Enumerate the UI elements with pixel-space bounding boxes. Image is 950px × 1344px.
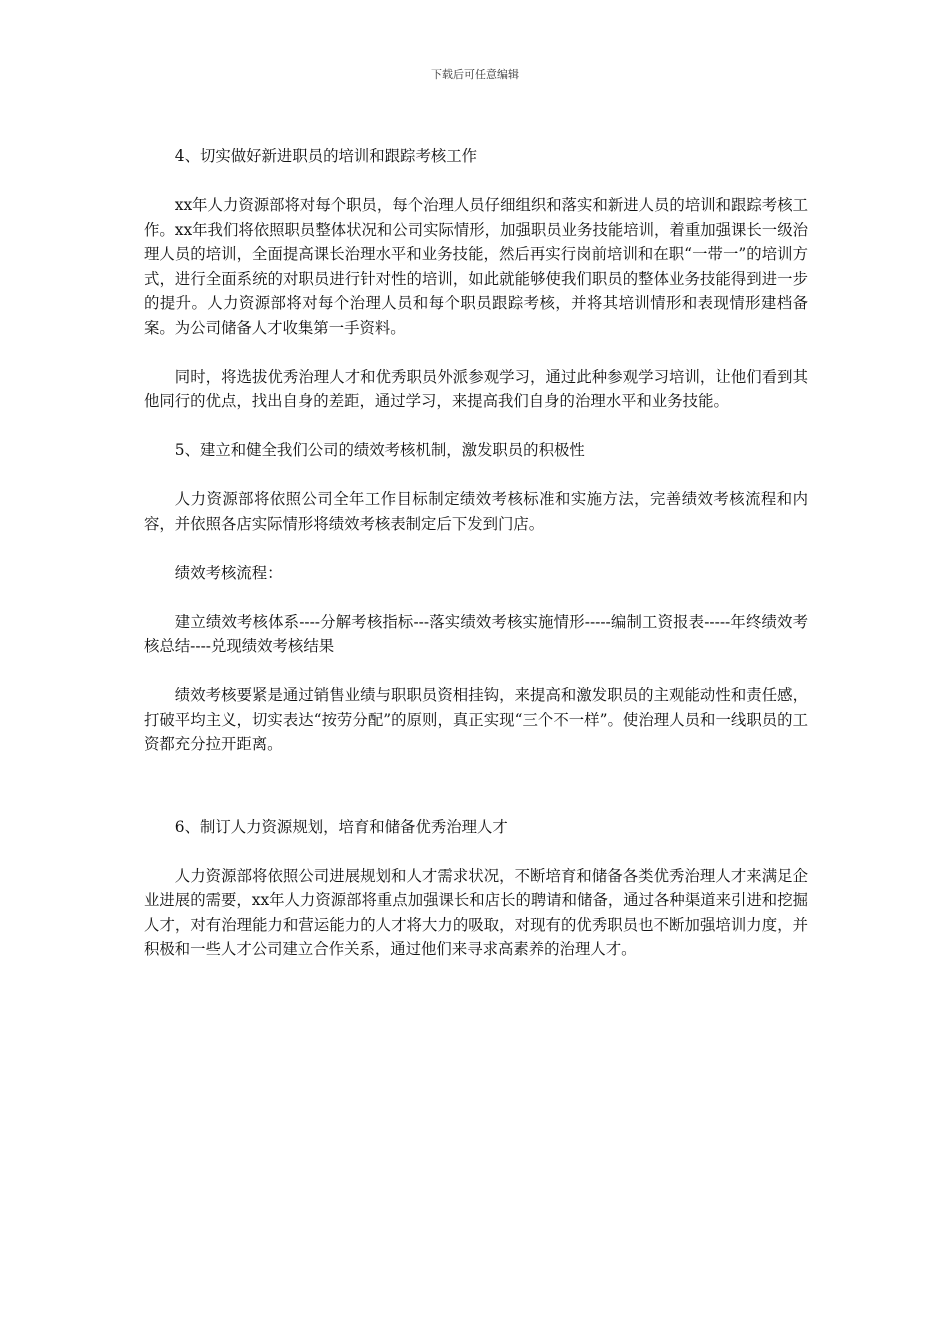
section-4-paragraph-1: xx年人力资源部将对每个职员，每个治理人员仔细组织和落实和新进人员的培训和跟踪考核工作。xx年我们将依照职员整体状况和公司实际情形，加强职员业务技能培训，着重加强课长一级治理人员的培训，全面提高课长治理水平和业务技能，然后再实行岗前培训和在职“一带一”的培训方式，进行全面系统的对职员进行针对性的培训，如此就能够使我们职员的整体业务技能得到进一步的提升。人力资源部将对每个治理人员和每个职员跟踪考核，并将其培训情形和表现情形建档备案。为公司储备人才收集第一手资料。 <box>144 196 808 337</box>
section-5-heading: 5、建立和健全我们公司的绩效考核机制，激发职员的积极性 <box>174 441 585 459</box>
document-body <box>144 144 808 962</box>
section-5-paragraph-1: 人力资源部将依照公司全年工作目标制定绩效考核标准和实施方法，完善绩效考核流程和内容，并依照各店实际情形将绩效考核表制定后下发到门店。 <box>144 490 808 533</box>
section-4-heading: 4、切实做好新进职员的培训和跟踪考核工作 <box>174 147 478 165</box>
section-6-heading: 6、制订人力资源规划，培育和储备优秀治理人才 <box>174 817 508 836</box>
section-5-paragraph-4: 绩效考核要紧是通过销售业绩与职职员资相挂钩，来提高和激发职员的主观能动性和责任感，打破平均主义，切实表达“按劳分配”的原则，真正实现“三个不一样”。使治理人员和一线职员的工资都充分拉开距离。 <box>144 686 808 753</box>
section-6-paragraph-1: 人力资源部将依照公司进展规划和人才需求状况，不断培育和储备各类优秀治理人才来满足企业进展的需要，xx年人力资源部将重点加强课长和店长的聘请和储备，通过各种渠道来引进和挖掘人才，对有治理能力和营运能力的人才将大力的吸取，对现有的优秀职员也不断加强培训力度，并积极和一些人才公司建立合作关系，通过他们来寻求高素养的治理人才。 <box>144 866 808 958</box>
section-4-paragraph-2: 同时，将选拔优秀治理人才和优秀职员外派参观学习，通过此种参观学习培训，让他们看到其他同行的优点，找出自身的差距，通过学习，来提高我们自身的治理水平和业务技能。 <box>144 367 808 410</box>
page-header: 下载后可任意编辑 <box>431 68 519 81</box>
section-5-paragraph-3: 建立绩效考核体系----分解考核指标---落实绩效考核实施情形-----编制工资报表-----年终绩效考核总结----兑现绩效考核结果 <box>144 612 808 655</box>
section-5-paragraph-2: 绩效考核流程： <box>174 563 283 582</box>
